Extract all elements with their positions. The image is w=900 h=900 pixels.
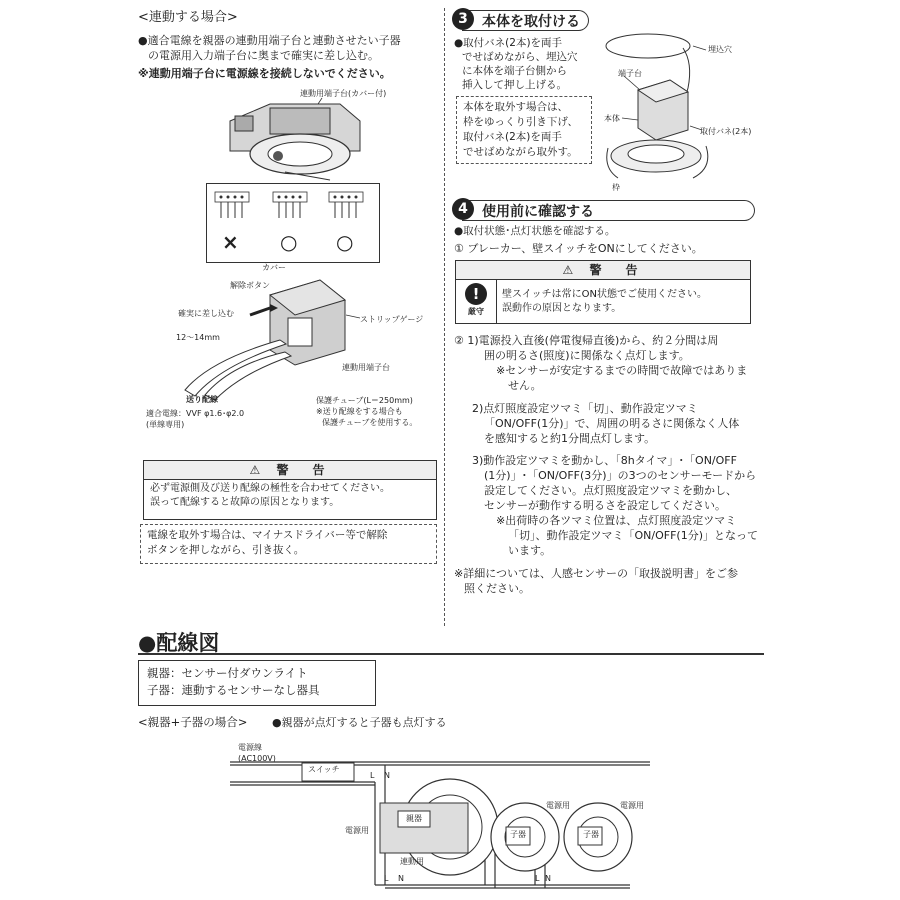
fig-label-terminal-cover: 連動用端子台(カバー付)	[300, 89, 387, 98]
step3-line-3: に本体を端子台側から	[462, 65, 567, 77]
step4-warning-header	[456, 261, 750, 280]
power-line-voltage: (AC100V)	[238, 754, 276, 763]
warning-triangle-icon: ⚠	[249, 463, 267, 477]
step3-line-1: ●取付バネ(2本)を両手	[454, 37, 563, 49]
left-warning-header	[144, 461, 436, 480]
column-divider	[444, 8, 445, 626]
child-unit-label-2: 子器	[583, 830, 599, 839]
label-strip-gauge: ストリップゲージ	[360, 315, 424, 324]
downlight-figure	[210, 96, 390, 181]
label-cover: カバー	[262, 263, 286, 272]
step3-remove-note	[456, 96, 592, 164]
step4-warning-line-1: 壁スイッチは常にON状態でご使用ください。	[502, 289, 707, 300]
step4-bullet-1: ●取付状態･点灯状態を確認する。	[454, 225, 616, 237]
label-terminal-block: 端子台	[618, 69, 642, 78]
step4-step-1: ① ブレーカー、壁スイッチをONにしてください。	[454, 242, 703, 255]
child-unit-label-1: 子器	[510, 830, 526, 839]
install-figure	[598, 28, 768, 190]
label-embed-hole: 埋込穴	[708, 45, 732, 54]
wire-N-bottom: N	[398, 874, 404, 883]
warning-triangle-icon: ⚠	[562, 263, 580, 277]
wiring-case-note: ●親器が点灯すると子器も点灯する	[272, 716, 447, 729]
label-feed-wiring: 送り配線	[186, 395, 218, 404]
label-wire-spec-2: (単線専用)	[146, 420, 185, 429]
step4-p1d: せん。	[508, 379, 542, 392]
label-strip-length: 12～14mm	[176, 333, 220, 342]
exclamation-icon: !	[465, 283, 487, 305]
mark-ok-2: ○	[336, 230, 354, 254]
wire-L-top: L	[370, 771, 375, 780]
step4-p3f: 「切」、動作設定ツマミ「ON/OFF(1分)」となって	[508, 529, 758, 542]
child-power-label-2: 電源用	[620, 801, 644, 810]
legend-child: 子器：連動するセンサーなし器具	[147, 683, 320, 697]
terminal-wire-figure	[170, 270, 370, 400]
step4-p2c: を感知すると約1分間点灯します。	[484, 432, 656, 445]
mark-wrong: ×	[222, 230, 239, 254]
child-power-label-1: 電源用	[546, 801, 570, 810]
power-line-label: 電源線	[238, 743, 262, 752]
legend-parent: 親器：センサー付ダウンライト	[147, 666, 308, 680]
step4-warning-box	[455, 260, 751, 324]
label-release-button: 解除ボタン	[230, 281, 270, 290]
wiring-legend	[138, 660, 376, 706]
wire-N-child-1: N	[545, 874, 551, 883]
label-tube-note: ※送り配線をする場合も	[316, 407, 403, 416]
step4-warning-title: 警 告	[589, 263, 644, 277]
label-wire-spec: 適合電線：VVF φ1.6･φ2.0	[146, 409, 245, 418]
parent-power-label: 電源用	[345, 826, 369, 835]
wire-N-top: N	[384, 771, 390, 780]
step3-note-1: 本体を取外す場合は、	[463, 101, 568, 113]
step3-title: 本体を取付ける	[482, 14, 580, 30]
step4-p1b: 囲の明るさ(照度)に関係なく点灯します。	[484, 349, 690, 362]
step4-p2a: 2)点灯照度設定ツマミ「切」、動作設定ツマミ	[472, 402, 698, 415]
parent-link-label: 連動用	[400, 857, 424, 866]
wire-L-bottom: L	[384, 874, 389, 883]
left-heading: <連動する場合>	[138, 10, 238, 25]
wiring-title: ●配線図	[138, 631, 220, 655]
remove-note-line-1: 電線を取外す場合は、マイナスドライバー等で解除	[147, 529, 388, 541]
step4-title: 使用前に確認する	[482, 204, 594, 220]
wire-L-child-1: L	[535, 874, 540, 883]
step4-warning-line-2: 誤動作の原因となります。	[502, 303, 622, 314]
step4-detail-1: ※詳細については、人感センサーの「取扱説明書」をご参	[454, 567, 738, 580]
parent-unit-label: 親器	[406, 814, 422, 823]
left-warning-title: 警 告	[276, 463, 331, 477]
label-tube: 保護チューブ(L＝250mm)	[316, 396, 413, 405]
step4-p3b: (1分)」･「ON/OFF(3分)」の3つのセンサーモードから	[484, 469, 757, 482]
label-frame: 枠	[612, 183, 620, 192]
wiring-title-rule	[138, 653, 764, 655]
step3-note-4: でせばめながら取外す。	[463, 146, 578, 158]
step4-p1a: ② 1)電源投入直後(停電復帰直後)から、約２分間は周	[454, 334, 719, 347]
step3-line-4: 挿入して押し上げる。	[462, 79, 567, 91]
label-link-terminal: 連動用端子台	[342, 363, 390, 372]
left-note-1: ※連動用端子台に電源線を接続しないでください。	[138, 67, 391, 80]
step4-p3d: センサーが動作する明るさを設定してください。	[484, 499, 726, 512]
label-insert-firmly: 確実に差し込む	[178, 309, 234, 318]
left-bullet-1b: の電源用入力端子台に奥まで確実に差し込む。	[148, 49, 379, 62]
left-warning-line-1: 必ず電源側及び送り配線の極性を合わせてください。	[150, 483, 390, 494]
left-warning-box	[143, 460, 437, 520]
remove-wire-note	[140, 524, 437, 564]
step4-detail-2: 照ください。	[464, 582, 530, 595]
step4-p2b: 「ON/OFF(1分)」で、周囲の明るさに関係なく人体	[484, 417, 740, 430]
step4-p3c: 設定してください。点灯照度設定ツマミを動かし、	[484, 484, 737, 497]
wiring-case-title: <親器+子器の場合>	[138, 715, 248, 729]
step3-line-2: でせばめながら、埋込穴	[462, 51, 578, 63]
label-body: 本体	[604, 114, 620, 123]
mark-ok-1: ○	[280, 230, 298, 254]
step4-p1c: ※センサーが安定するまでの時間で故障ではありま	[496, 364, 748, 377]
wiring-diagram	[230, 745, 660, 895]
left-warning-line-2: 誤って配線すると故障の原因となります。	[150, 497, 340, 508]
step3-note-2: 枠をゆっくり引き下げ、	[463, 116, 578, 128]
strict-tag: 厳守	[468, 307, 484, 316]
step4-p3g: います。	[508, 544, 552, 557]
switch-label: スイッチ	[308, 765, 340, 774]
strict-cell	[456, 280, 497, 323]
left-bullet-1: ●適合電線を親器の連動用端子台と連動させたい子器	[138, 34, 401, 47]
label-tube-note-2: 保護チューブを使用する。	[322, 418, 418, 427]
label-mount-spring: 取付バネ(2本)	[700, 127, 752, 136]
step4-number: 4	[452, 198, 474, 220]
step4-p3a: 3)動作設定ツマミを動かし、「8hタイマ」･「ON/OFF	[472, 454, 737, 467]
step4-p3e: ※出荷時の各ツマミ位置は、点灯照度設定ツマミ	[496, 514, 737, 527]
step3-number: 3	[452, 8, 474, 30]
remove-note-line-2: ボタンを押しながら、引き抜く。	[147, 544, 305, 556]
step3-note-3: 取付バネ(2本)を両手	[463, 131, 562, 143]
